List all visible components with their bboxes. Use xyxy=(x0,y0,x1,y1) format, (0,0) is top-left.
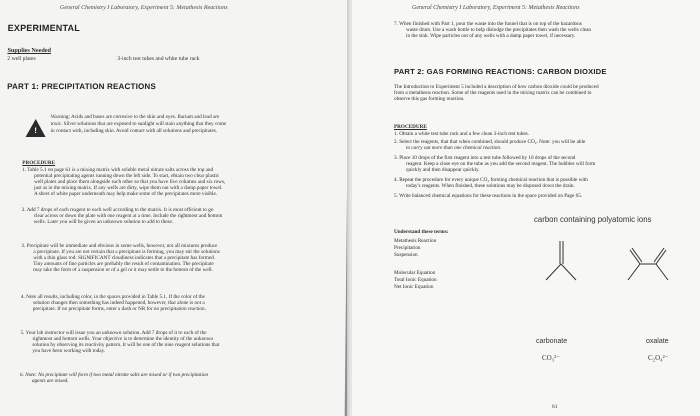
step-line: solution changes then something has indeed happened, however, that alone is not a xyxy=(32,300,205,306)
step-line: precipitate. If no precipitate forms, enter a dash or NR for no precipitation reaction. xyxy=(32,306,206,312)
step-line: quickly and then disappear quickly. xyxy=(406,167,480,173)
step-line: in the sink. Wipe particles out of any wells with a damp paper towel, if necessary. xyxy=(406,33,576,39)
page-header: General Chemistry I Laboratory, Experiment 5: Metathesis Reactions xyxy=(59,5,228,11)
part2-heading: PART 2: GAS FORMING REACTIONS: CARBON DIOXIDE xyxy=(394,67,607,76)
step-line: solution by observing its reactivity pattern. It will be one of the nine reagent solutions that xyxy=(32,342,220,348)
term: Molecular Equation xyxy=(394,270,436,276)
step-line: waste drum. Use a wash bottle to help dislodge the precipitates then wash the wells clean xyxy=(406,27,591,33)
step-line: clear across or down the plate with one reagent at a time. Include the rightmost and bottom xyxy=(33,213,223,219)
carbonate-oxalate-structures xyxy=(530,236,690,316)
step-line: 1. Obtain a white test tube rack and a few clean 3-inch test tubes. xyxy=(394,131,529,137)
oxalate-formula: C₂O₄²⁻ xyxy=(648,354,669,362)
supply-item: 2 well plates xyxy=(7,56,36,62)
carbonate-structure xyxy=(546,241,576,280)
step-line: 2. Select the reagents, that that when combined, should produce CO₂. Note: you will be able xyxy=(394,139,586,145)
left-page xyxy=(0,0,349,416)
ions-title: carbon containing polyatomic ions xyxy=(534,215,652,224)
step-line: may take the form of a suspension or of a gel or it may settle to the bottom of the well. xyxy=(33,267,213,273)
step-line: A sheet of white paper underneath may help make some of the precipitates more visible. xyxy=(33,191,218,197)
step-line: wells. Later you will be given an unknown solution to add to these. xyxy=(33,219,174,225)
step-line: 1. Table 5.1 on page 61 is a mixing matrix with soluble metal nitrate salts across the top and xyxy=(22,167,214,173)
oxalate-structure xyxy=(628,248,668,280)
page-header: General Chemistry I Laboratory, Experiment 5: Metathesis Reactions xyxy=(412,5,580,11)
intro-line: from a metathesis reaction. Some of the reagents used in the mixing matrix can be combined to xyxy=(394,90,592,96)
step-line: 7. When finished with Part 1, pour the waste into the funnel that is on top of the hazardous xyxy=(394,21,582,27)
exclamation-icon: ! xyxy=(34,126,38,135)
terms-heading: Understand these terms: xyxy=(394,229,449,235)
step-line: reagent. Keep a close eye on the tube as you add the second reagent. The bubbles will form xyxy=(406,161,596,167)
step-line: agents are mixed. xyxy=(31,378,69,384)
term: Metathesis Reaction xyxy=(394,238,437,244)
term: Suspension xyxy=(394,252,418,258)
step-line: potential precipitating agents running down the left side. To start, obtain two clear plastic xyxy=(34,173,220,179)
step-line: a precipitate. If you are not certain that a precipitate is forming, you may stir the solutions xyxy=(33,249,220,255)
supplies-heading: Supplies Needed xyxy=(7,47,52,54)
step-line: well plates and place them alongside each other so that you have five columns and six rows, xyxy=(34,179,226,185)
term: Precipitation xyxy=(394,245,421,251)
warning-line: toxic. Silver solutions that are exposed to sunlight will stain anything that they come xyxy=(50,121,227,127)
procedure-heading: PROCEDURE xyxy=(394,124,427,130)
step-line: today's reagents. When finished, these solutions may be disposed down the drain. xyxy=(406,183,575,189)
section-title: EXPERIMENTAL xyxy=(7,23,81,33)
step-line: 6. Note: No precipitate will form if two metal nitrate salts are mixed or if two precipitation xyxy=(20,372,209,378)
right-page xyxy=(352,0,700,416)
term: Total Ionic Equation xyxy=(394,277,437,283)
step-line: with a thin glass rod. SIGNIFICANT cloudiness indicates that a precipitate has formed. xyxy=(33,255,216,261)
step-line: rightmost and bottom wells. Your objective is to determine the identity of the unknown xyxy=(32,336,214,342)
page-number: 61 xyxy=(552,404,558,410)
step-line: 3. Place 10 drops of the first reagent into a test tube followed by 10 drops of the second xyxy=(394,155,576,161)
step-line: to carry out more than one chemical reaction. xyxy=(406,145,502,151)
step-line: 4. Repeat the procedure for every unique CO₂ forming chemical reaction that is possible with xyxy=(394,177,588,183)
procedure-heading: PROCEDURE xyxy=(22,160,56,166)
part1-heading: PART 1: PRECIPITATION REACTIONS xyxy=(7,82,157,91)
oxalate-label: oxalate xyxy=(646,338,669,345)
intro-line: observe this gas forming reaction. xyxy=(394,96,465,102)
step-line: 5. Write balanced chemical equations for these reactions in the space provided on Page 65. xyxy=(394,193,583,199)
step-line: 5. Your lab instructor will issue you an unknown solution. Add 7 drops of it to each of the xyxy=(20,330,207,336)
step-line: just as in the mixing matrix. If any wells are dirty, wipe them out with a damp paper towel. xyxy=(33,185,223,191)
step-line: 2. Add 7 drops of each reagent to each well according to the matrix. It is most efficient to go xyxy=(21,207,214,213)
supply-item: 3-inch test tubes and white tube rack xyxy=(117,56,200,62)
step-line: you have been working with today. xyxy=(32,348,106,354)
intro-line: The Introduction to Experiment 5 included a description of how carbon dioxide could be produced xyxy=(394,84,599,90)
warning-line: Warning: Acids and bases are corrosive to the skin and eyes. Barium and lead are xyxy=(50,114,220,120)
step-line: Tiny amounts of fine particles are probably the result of contamination. The precipitate xyxy=(33,261,214,267)
step-line: 3. Precipitate will be immediate and obvious in some wells, however, not all mixtures produce xyxy=(21,243,218,249)
warning-line: in contact with, including skin. Avoid contact with all solutions and precipitates. xyxy=(50,128,218,134)
term: Net Ionic Equation xyxy=(394,284,434,290)
step-line: 4. Note all results, including color, in the spaces provided in Table 5.1. If the color of the xyxy=(20,294,205,300)
carbonate-formula: CO₃²⁻ xyxy=(542,354,560,362)
carbonate-label: carbonate xyxy=(536,338,568,345)
